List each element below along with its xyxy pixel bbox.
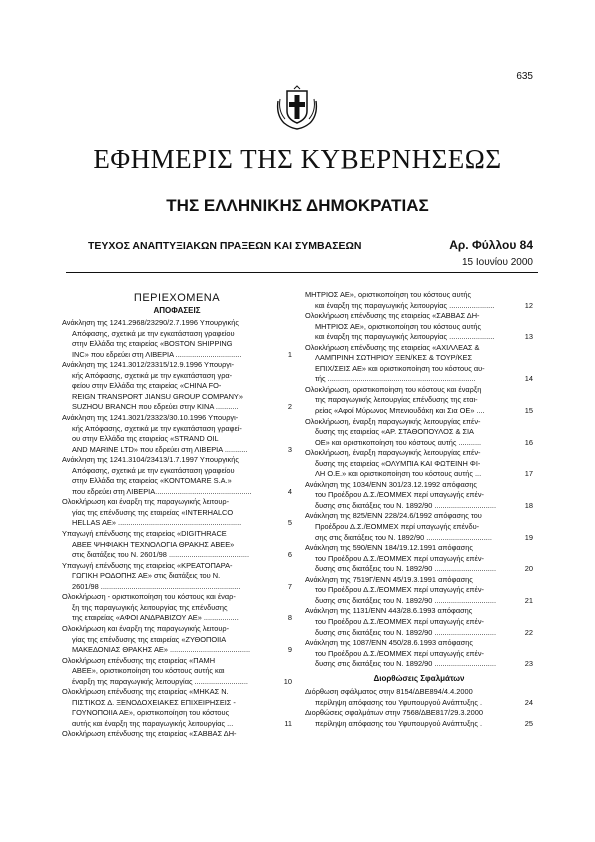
entry-page-number: 20: [524, 564, 533, 574]
entry-page-number: 4: [287, 486, 292, 496]
entry-text-line: του Προέδρου Δ.Σ./ΕΟΜΜΕΧ περί υπαγωγής επέν-: [315, 648, 484, 658]
entry-text-line: Ολοκλήρωση επένδυσης της εταιρείας «ΑΧΙΛΛΕΑΣ &: [305, 342, 480, 352]
contents-entry[interactable]: [62, 413, 292, 455]
contents-entry[interactable]: [62, 592, 292, 624]
entry-text-line: αυτής και έναρξη της παραγωγικής λειτουργίας ...: [72, 718, 234, 728]
entry-text-line: Ανάκληση της 1241.2968/23290/2.7.1996 Υπουργικής: [62, 318, 239, 328]
entry-text-line: Προέδρου Δ.Σ./ΕΟΜΜΕΧ περί υπαγωγής επένδυ-: [315, 522, 480, 532]
entry-text-line: 2601/98 ....................................................................: [72, 581, 241, 591]
entry-page-number: 23: [524, 659, 533, 669]
entry-text-line: ΑΒΕΕ», οριστικοποίηση του κόστους αυτής και: [72, 666, 225, 676]
contents-entry[interactable]: [62, 687, 292, 729]
contents-entry[interactable]: [305, 575, 533, 607]
contents-entry[interactable]: [62, 729, 292, 740]
entry-text-line: Ολοκλήρωση, έναρξη παραγωγικής λειτουργίας επέν-: [305, 416, 481, 426]
contents-entry[interactable]: [305, 343, 533, 385]
entry-page-number: 2: [287, 402, 292, 412]
entry-page-number: 7: [287, 581, 292, 591]
entry-text-line: Ανάκληση της 1131/ΕΝΝ 443/28.6.1993 απόφασης: [305, 606, 473, 616]
entry-text-line: Ανάκληση της 1241.3104/23413/1.7.1997 Υπουργικής: [62, 455, 239, 465]
entry-text-line: στην Ελλάδα της εταιρείας «BOSTON SHIPPING: [72, 339, 233, 349]
entry-page-number: 15: [524, 406, 533, 416]
gazette-title: ΕΦΗΜΕΡΙΣ ΤΗΣ ΚΥΒΕΡΝΗΣΕΩΣ: [93, 144, 502, 174]
entry-text-line: του Προέδρου Δ.Σ./ΕΟΜΜΕΧ περί υπαγωγής επέν-: [315, 616, 484, 626]
entry-text-line: AND MARINE LTD» που εδρεύει στη ΛΙΒΕΡΙΑ ...........: [72, 444, 248, 454]
contents-entry[interactable]: [305, 290, 533, 311]
entry-text-line: SUZHOU BRANCH που εδρεύει στην ΚΙΝΑ ...........: [72, 402, 239, 412]
issue-date: 15 Ιουνίου 2000: [462, 257, 533, 268]
entry-page-number: 24: [524, 697, 533, 707]
entry-text-line: ΓΟΥΝΟΠΟΙΙΑ ΑΕ», οριστικοποίηση του κόστους: [72, 708, 230, 718]
contents-entry[interactable]: [305, 480, 533, 512]
entry-page-number: 12: [524, 300, 533, 310]
entry-text-line: HELLAS AE» ............................................................: [72, 518, 242, 528]
entry-page-number: 14: [524, 374, 533, 384]
entry-text-line: ξη της παραγωγικής λειτουργίας της επένδυσης: [72, 602, 228, 612]
entry-text-line: δυσης της εταιρείας «ΑΡ. ΣΤΑΘΟΠΟΥΛΟΣ & ΣΙΑ: [315, 427, 474, 437]
contents-entry[interactable]: [62, 318, 292, 360]
contents-entry[interactable]: [305, 385, 533, 417]
entry-page-number: 9: [287, 645, 292, 655]
contents-entry[interactable]: [62, 624, 292, 656]
entry-text-line: Ολοκλήρωση, οριστικοποίηση του κόστους και έναρξη: [305, 384, 482, 394]
sheet-number: Αρ. Φύλλου 84: [449, 238, 533, 252]
entry-text-line: Διορθώσεις σφαλμάτων στην 7568/ΔΒΕ817/29.3.2000: [305, 708, 483, 718]
entry-page-number: 25: [524, 718, 533, 728]
contents-heading: ΠΕΡΙΕΧΟΜΕΝΑ: [133, 292, 221, 304]
entry-text-line: ΑΒΕΕ ΨΗΦΙΑΚΗ ΤΕΧΝΟΛΟΓΙΑ ΘΡΑΚΗΣ ΑΒΕΕ»: [72, 539, 235, 549]
corrections-heading: Διορθώσεις Σφαλμάτων: [373, 673, 465, 683]
entry-text-line: κής Απόφασης, σχετικά με την εγκατάσταση γρα-: [72, 370, 233, 380]
entry-page-number: 17: [524, 469, 533, 479]
contents-entry[interactable]: [62, 656, 292, 688]
contents-entry[interactable]: [305, 448, 533, 480]
entry-text-line: κής Απόφασης, σχετικά με την εγκατάσταση γραφεί-: [72, 423, 242, 433]
entry-text-line: του Προέδρου Δ.Σ./ΕΟΜΜΕΧ περί υπαγωγής επέν-: [315, 553, 484, 563]
entry-page-number: 22: [524, 627, 533, 637]
entry-text-line: Ολοκλήρωση και έναρξη της παραγωγικής λειτουρ-: [62, 497, 230, 507]
entry-text-line: στην Ελλάδα της εταιρείας «KONTOMARE S.A.»: [72, 476, 232, 486]
entry-text-line: REIGN TRANSPORT JIANSU GROUP COMPANY»: [72, 391, 243, 401]
page-number: 635: [516, 71, 533, 82]
entry-text-line: γίας της επένδυσης της εταιρείας «INTERHALCO: [72, 507, 234, 517]
entry-text-line: της εταιρείας «ΑΦΟΙ ΑΝΔΡΑΒΙΖΟΥ ΑΕ» .................: [72, 613, 239, 623]
entry-text-line: που εδρεύει στη ΛΙΒΕΡΙΑ...............................................: [72, 486, 252, 496]
entry-text-line: στις διατάξεις του Ν. 2601/98 .......................................: [72, 550, 250, 560]
entry-text-line: δυσης στις διατάξεις του Ν. 1892/90 ..............................: [315, 659, 496, 669]
entry-text-line: Ανάκληση της 1241.3021/23323/30.10.1996 Υπουργι-: [62, 413, 239, 423]
entry-page-number: 21: [524, 595, 533, 605]
entry-text-line: Ολοκλήρωση και έναρξη της παραγωγικής λειτουρ-: [62, 623, 230, 633]
entry-text-line: Ολοκλήρωση επένδυσης της εταιρείας «ΜΗΚΑΣ Ν.: [62, 687, 229, 697]
entry-text-line: ΠΙΣΤΙΚΟΣ Δ. ΞΕΝΟΔΟΧΕΙΑΚΕΣ ΕΠΙΧΕΙΡΗΣΕΙΣ -: [72, 697, 236, 707]
contents-entry[interactable]: [62, 497, 292, 529]
entry-text-line: και έναρξη της παραγωγικής λειτουργίας ......................: [315, 300, 495, 310]
entry-text-line: INC» που εδρεύει στη ΛΙΒΕΡΙΑ ................................: [72, 349, 242, 359]
contents-entry[interactable]: [305, 708, 533, 729]
entry-text-line: δυσης στις διατάξεις του Ν. 1892/90 ..............................: [315, 500, 496, 510]
gazette-subtitle: ΤΗΣ ΕΛΛΗΝΙΚΗΣ ΔΗΜΟΚΡΑΤΙΑΣ: [166, 196, 429, 215]
entry-text-line: ΟΕ» και οριστικοποίηση του κόστους αυτής ...........: [315, 437, 482, 447]
entry-text-line: ΜΑΚΕΔΟΝΙΑΣ ΘΡΑΚΗΣ ΑΕ» .......................................: [72, 645, 251, 655]
entry-page-number: 5: [287, 518, 292, 528]
entry-text-line: Ανάκληση της 1034/ΕΝΝ 301/23.12.1992 απόφασης: [305, 479, 477, 489]
entry-page-number: 6: [287, 550, 292, 560]
entry-text-line: του Προέδρου Δ.Σ./ΕΟΜΜΕΧ περί υπαγωγής επέν-: [315, 490, 484, 500]
entry-text-line: περίληψη απόφασης του Υφυπουργού Ανάπτυξης .: [315, 697, 483, 707]
entry-page-number: 18: [524, 500, 533, 510]
entry-page-number: 10: [283, 676, 292, 686]
issue-type: ΤΕΥΧΟΣ ΑΝΑΠΤΥΞΙΑΚΩΝ ΠΡΑΞΕΩΝ ΚΑΙ ΣΥΜΒΑΣΕΩΝ: [88, 240, 362, 252]
entry-page-number: 8: [287, 613, 292, 623]
contents-entry[interactable]: [305, 638, 533, 670]
entry-text-line: περίληψη απόφασης του Υφυπουργού Ανάπτυξης .: [315, 718, 483, 728]
entry-text-line: Ολοκλήρωση επένδυσης της εταιρείας «ΣΑΒΒΑΣ ΔΗ-: [62, 729, 237, 739]
header-divider: [66, 272, 538, 273]
entry-text-line: Ανάκληση της 590/ΕΝΝ 184/19.12.1991 απόφασης: [305, 543, 473, 553]
entry-page-number: 3: [287, 444, 292, 454]
entry-text-line: της παραγωγικής λειτουργίας επένδυσης της εται-: [315, 395, 478, 405]
contents-entry[interactable]: [305, 311, 533, 343]
entry-page-number: 19: [524, 532, 533, 542]
entry-text-line: Ολοκλήρωση επένδυσης της εταιρείας «ΠΑΜΗ: [62, 655, 216, 665]
entry-text-line: σης στις διατάξεις του Ν. 1892/90 ................................: [315, 532, 492, 542]
entry-text-line: Ανάκληση της 825/ΕΝΝ 228/24.6/1992 απόφασης του: [305, 511, 482, 521]
entry-text-line: Ανάκληση της 1241.3012/23315/12.9.1996 Υπουργι-: [62, 360, 235, 370]
entry-text-line: Ολοκλήρωση, έναρξη παραγωγικής λειτουργίας επέν-: [305, 448, 481, 458]
contents-right-column: [305, 290, 533, 729]
entry-text-line: ου στην Ελλάδα της εταιρείας «STRAND OIL: [72, 434, 219, 444]
entry-text-line: Διόρθωση σφάλματος στην 8154/ΔΒΕ894/4.4.2000: [305, 687, 473, 697]
entry-text-line: Ανάκληση της 7519Γ/ΕΝΝ 45/19.3.1991 απόφασης: [305, 574, 473, 584]
entry-text-line: Απόφασης, σχετικά με την εγκατάσταση γραφείου: [72, 328, 235, 338]
entry-text-line: Ανάκληση της 1087/ΕΝΝ 450/28.6.1993 απόφασης: [305, 638, 473, 648]
greek-coat-of-arms-icon: [274, 85, 320, 131]
entry-text-line: Ολοκλήρωση - οριστικοποίηση του κόστους και έναρ-: [62, 592, 236, 602]
contents-entry[interactable]: [62, 561, 292, 593]
entry-text-line: γίας της επένδυσης της εταιρείας «ΖΥΘΟΠΟΙΙΑ: [72, 634, 227, 644]
entry-text-line: τής ........................................................................: [315, 374, 476, 384]
contents-entry[interactable]: [305, 687, 533, 708]
entry-page-number: 16: [524, 437, 533, 447]
entry-text-line: δυσης στις διατάξεις του Ν. 1892/90 ..............................: [315, 627, 496, 637]
contents-entry[interactable]: [305, 543, 533, 575]
entry-page-number: 1: [287, 349, 292, 359]
contents-entry[interactable]: [62, 529, 292, 561]
entry-text-line: φείου στην Ελλάδα της εταιρείας «CHINA FO-: [72, 381, 222, 391]
entry-text-line: του Προέδρου Δ.Σ./ΕΟΜΜΕΧ περί υπαγωγής επέν-: [315, 585, 484, 595]
entry-text-line: δυσης της εταιρείας «ΟΛΥΜΠΙΑ ΚΑΙ ΦΩΤΕΙΝΗ ΦΙ-: [315, 458, 481, 468]
entry-text-line: και έναρξη της παραγωγικής λειτουργίας ......................: [315, 332, 495, 342]
entry-text-line: ΜΗΤΡΙΟΣ ΑΕ», οριστικοποίηση του κόστους αυτής: [305, 290, 472, 299]
entry-text-line: Υπαγωγή επένδυσης της εταιρείας «DIGITHRACE: [62, 529, 227, 539]
entry-text-line: ΛΑΜΠΡΙΝΗ ΣΩΤΗΡΙΟΥ ΞΕΝ/ΚΕΣ & ΤΟΥΡ/ΚΕΣ: [315, 353, 473, 363]
entry-page-number: 11: [284, 718, 292, 728]
entry-text-line: ΕΠΙΧ/ΣΕΙΣ ΑΕ» και οριστικοποίηση του κόστους αυ-: [315, 363, 485, 373]
contents-left-column: [62, 290, 292, 740]
contents-entry[interactable]: [62, 360, 292, 413]
contents-entry[interactable]: [305, 606, 533, 638]
entry-text-line: έναρξη της παραγωγικής λειτουργίας ..........................: [72, 676, 248, 686]
entry-text-line: Απόφασης, σχετικά με την εγκατάσταση γραφείου: [72, 465, 235, 475]
decisions-subheading: ΑΠΟΦΑΣΕΙΣ: [153, 305, 201, 315]
entry-text-line: Υπαγωγή επένδυσης της εταιρείας «ΚΡΕΑΤΟΠΑΡΑ-: [62, 560, 233, 570]
entry-text-line: ΓΩΓΙΚΗ ΡΟΔΟΠΗΣ ΑΕ» στις διατάξεις του Ν.: [72, 571, 221, 581]
entry-text-line: ΜΗΤΡΙΟΣ ΑΕ», οριστικοποίηση του κόστους αυτής: [315, 321, 482, 331]
entry-text-line: ρείας «Αφοί Μύρωνος Μπενιουδάκη και Σια ΟΕ» ....: [315, 406, 485, 416]
contents-entry[interactable]: [305, 511, 533, 543]
contents-entry[interactable]: [62, 455, 292, 497]
contents-entry[interactable]: [305, 417, 533, 449]
entry-text-line: δυσης στις διατάξεις του Ν. 1892/90 ..............................: [315, 564, 496, 574]
entry-text-line: Ολοκλήρωση επένδυσης της εταιρείας «ΣΑΒΒΑΣ ΔΗ-: [305, 311, 480, 321]
entry-text-line: δυσης στις διατάξεις του Ν. 1892/90 ..............................: [315, 595, 496, 605]
entry-page-number: 13: [524, 332, 533, 342]
entry-text-line: ΛΗ Ο.Ε.» και οριστικοποίηση του κόστους αυτής ...: [315, 469, 482, 479]
